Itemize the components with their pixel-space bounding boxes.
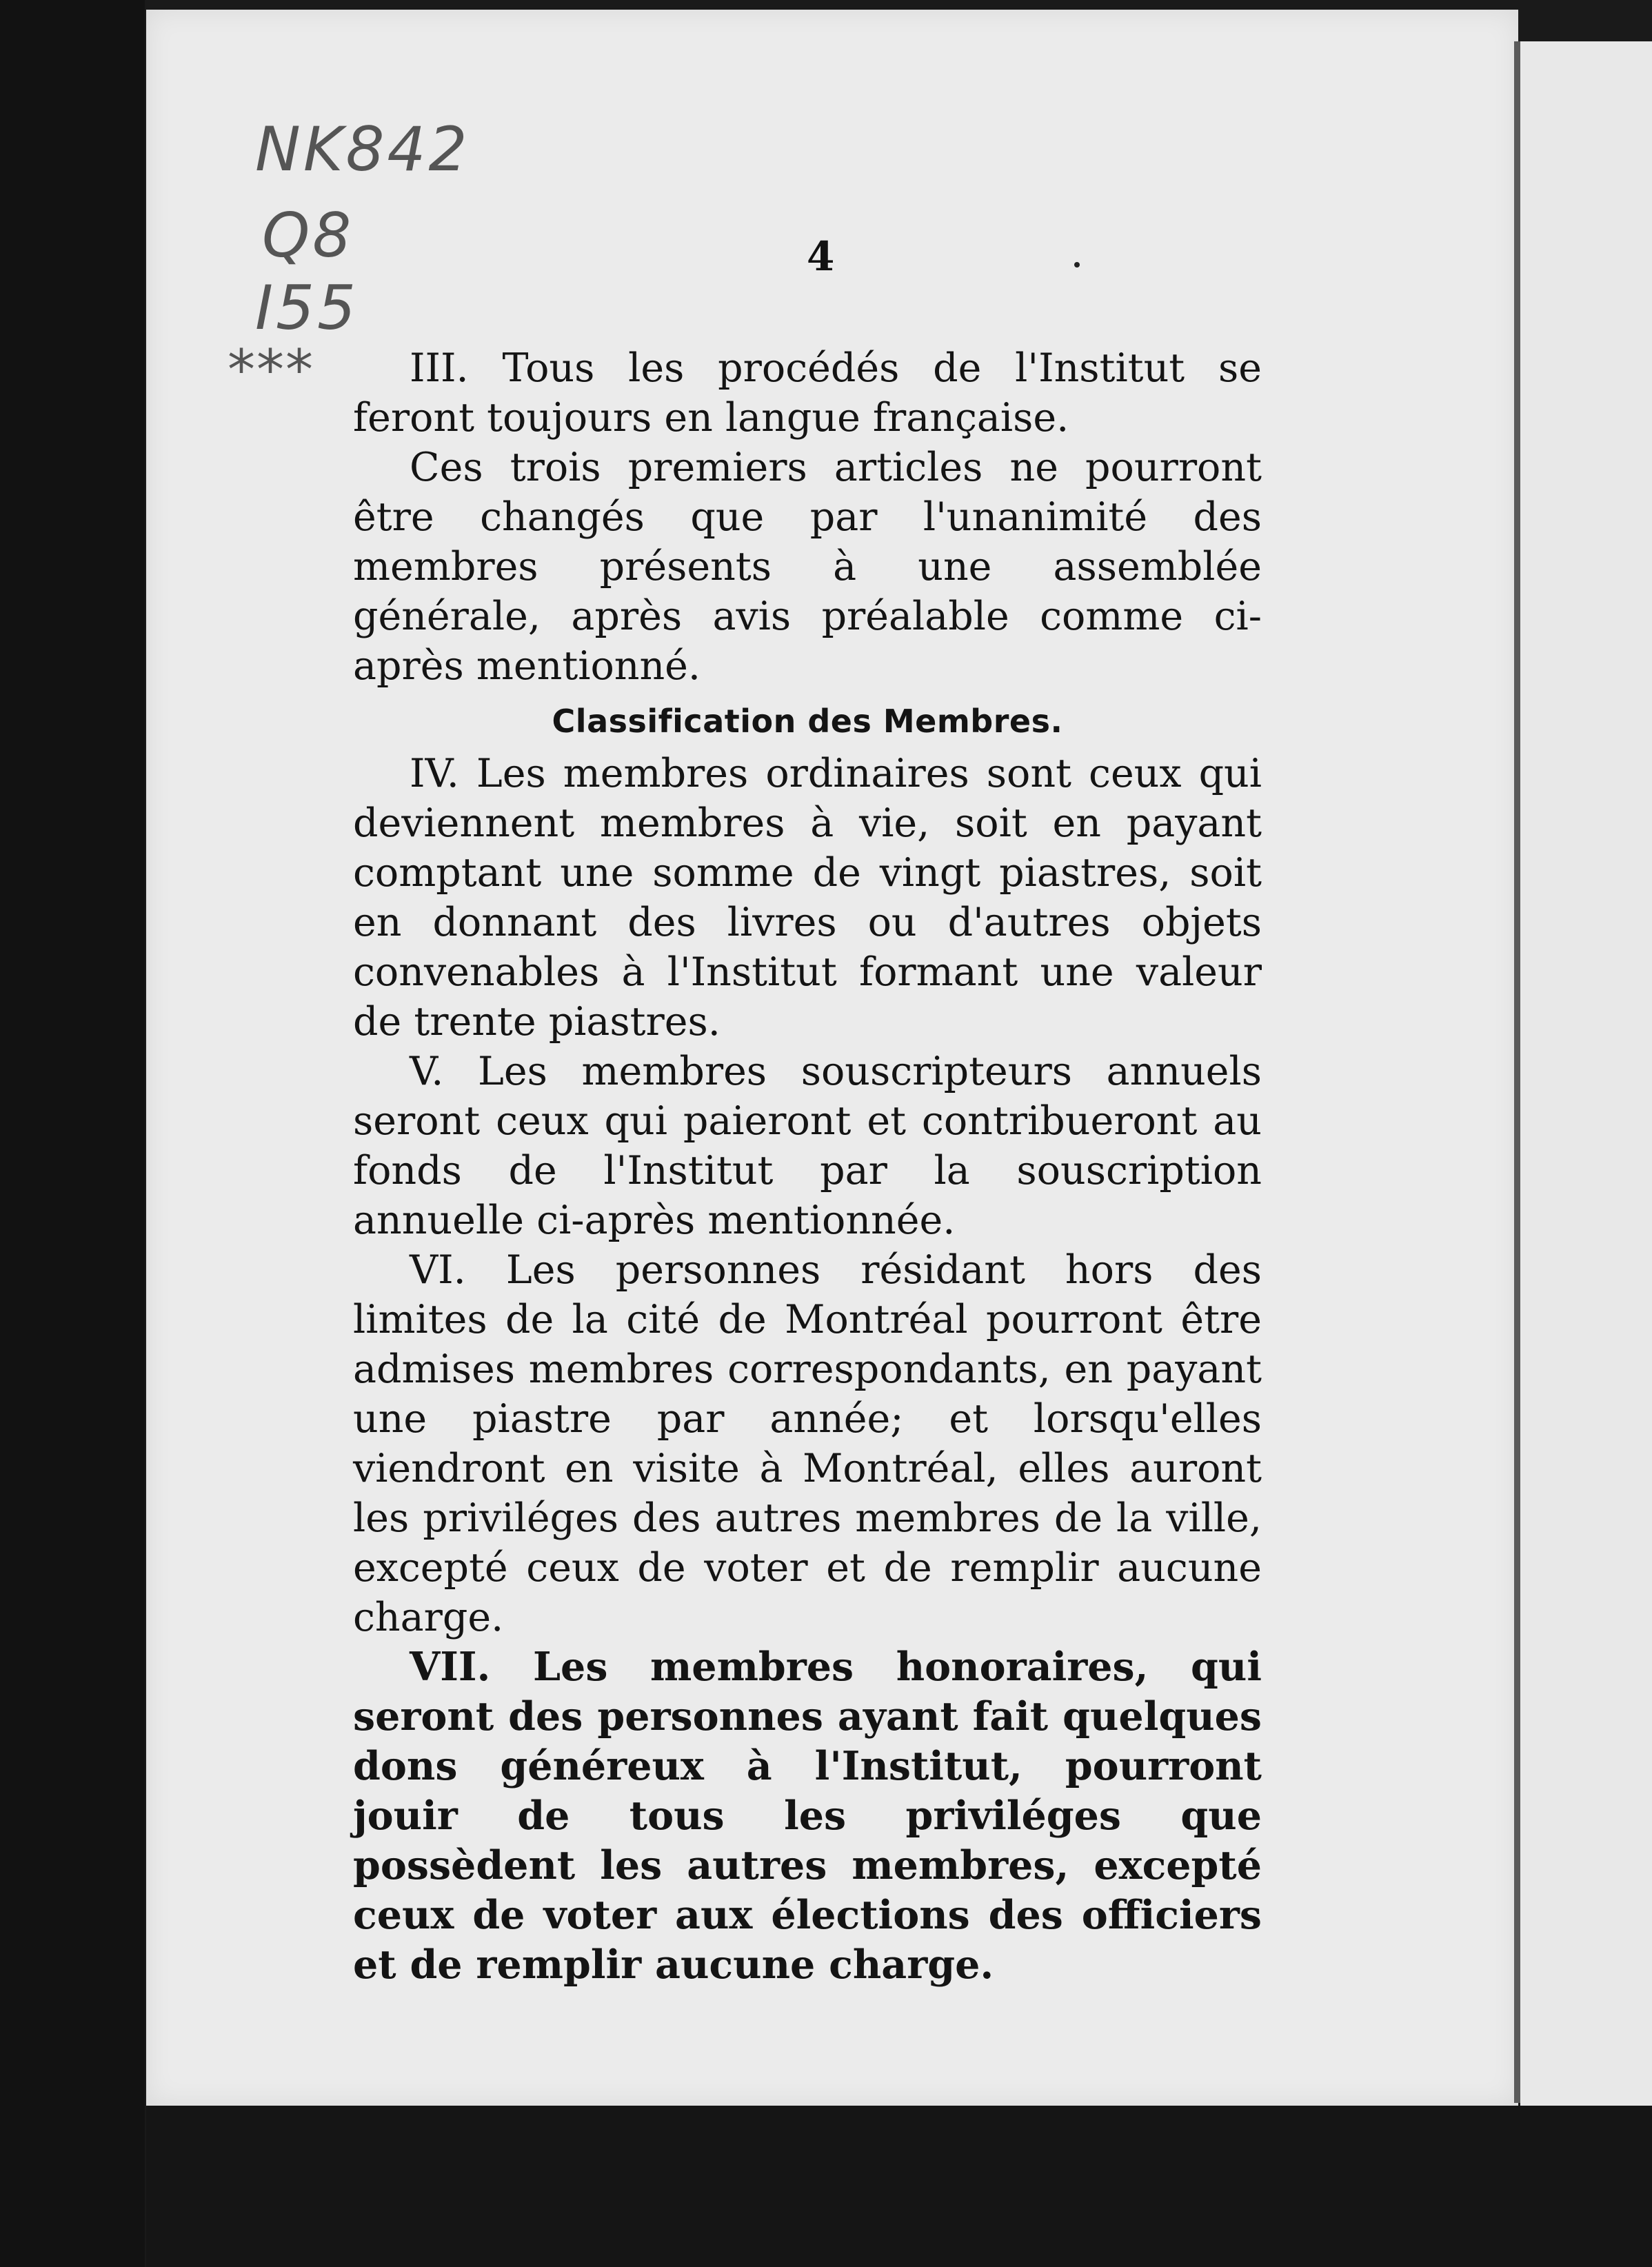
facing-page-edge	[1520, 41, 1652, 2110]
film-border-bottom	[146, 2106, 1652, 2267]
call-number-line-3: I55	[255, 272, 359, 343]
section-heading: Classification des Membres.	[552, 703, 1063, 740]
body-text	[353, 343, 1262, 1990]
amendment-note: Ces trois premiers articles ne pourront être changés que par l'unanimité des membres présents à une assemblée générale, après avis préalable comme ci-après mentionné.	[353, 445, 1262, 689]
call-number-line-1: NK842	[255, 114, 470, 185]
article-4: IV. Les membres ordinaires sont ceux qui deviennent membres à vie, soit en payant comptant une somme de vingt piastres, soit en donnant des livres ou d'autres objets convenables à l'Institut formant une valeur de trente piastres.	[353, 751, 1262, 1045]
film-border-left	[0, 0, 145, 2267]
article-5: V. Les membres souscripteurs annuels seront ceux qui paieront et contribueront au fonds de l'Institut par la souscription annuelle ci-après mentionnée.	[353, 1049, 1262, 1243]
call-number-line-2: Q8	[262, 200, 354, 271]
call-number-stars: ***	[228, 338, 314, 402]
ink-speck	[1074, 262, 1080, 268]
article-7: VII. Les membres honoraires, qui seront des personnes ayant fait quelques dons généreux à l'Institut, pourront jouir de tous les priviléges que possèdent les autres membres, excepté ceux de voter aux élections des officiers et de remplir aucune charge.	[353, 1644, 1262, 1988]
article-6: VI. Les personnes résidant hors des limites de la cité de Montréal pourront être admises membres correspondants, en payant une piastre par année; et lorsqu'elles viendront en visite à Montréal, elles auront les priviléges des autres membres de la ville, excepté ceux de voter et de remplir aucune charge.	[353, 1247, 1262, 1640]
article-3: III. Tous les procédés de l'Institut se feront toujours en langue française.	[353, 345, 1262, 441]
page-number: 4	[807, 233, 835, 280]
